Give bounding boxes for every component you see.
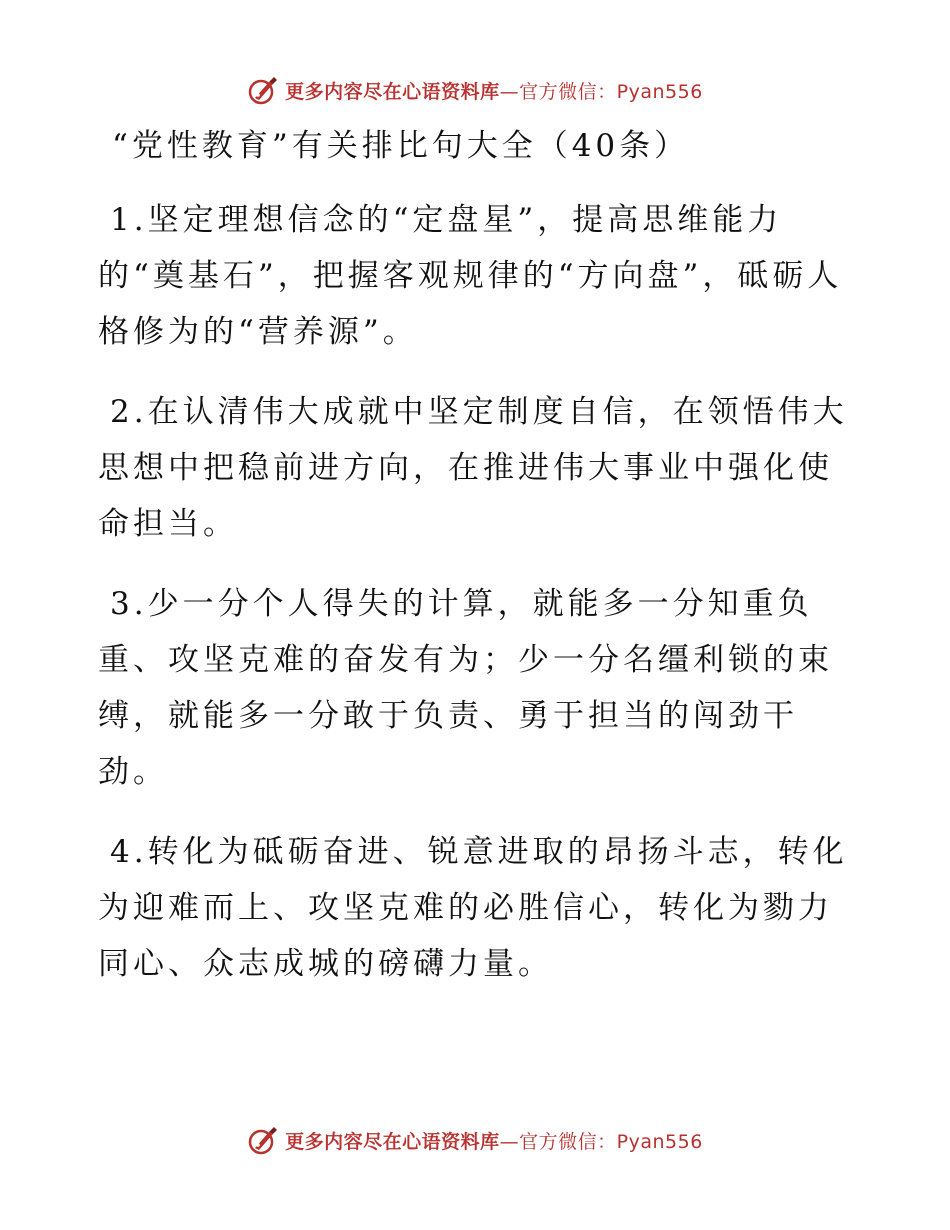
- pen-logo-icon: [247, 74, 279, 106]
- watermark-brand: 更多内容尽在心语资料库: [285, 80, 500, 103]
- paragraph-2: 2.在认清伟大成就中坚定制度自信，在领悟伟大思想中把稳前进方向，在推进伟大事业中强化使命担当。: [98, 394, 848, 542]
- watermark-brand: 更多内容尽在心语资料库: [285, 1130, 500, 1153]
- document-body: [98, 192, 858, 1016]
- watermark-separator: —: [499, 1130, 520, 1153]
- watermark-wechat: 官方微信：Pyan556: [519, 1130, 703, 1153]
- watermark-wechat: 官方微信：Pyan556: [519, 80, 703, 103]
- watermark-separator: —: [499, 80, 520, 103]
- watermark-text: [285, 77, 703, 104]
- document-title: “党性教育”有关排比句大全（40条）: [112, 128, 690, 164]
- paragraph-4: 4.转化为砥砺奋进、锐意进取的昂扬斗志，转化为迎难而上、攻坚克难的必胜信心，转化为勠力同心、众志成城的磅礴力量。: [98, 834, 848, 982]
- paragraph-3: 3.少一分个人得失的计算，就能多一分知重负重、攻坚克难的奋发有为；少一分名缰利锁的束缚，就能多一分敢于负责、勇于担当的闯劲干劲。: [98, 586, 833, 790]
- pen-logo-icon: [247, 1124, 279, 1156]
- paragraph-1: 1.坚定理想信念的“定盘星”，提高思维能力的“奠基石”，把握客观规律的“方向盘”，砥砺人格修为的“营养源”。: [98, 202, 843, 350]
- header-watermark: [0, 70, 950, 110]
- footer-watermark: [0, 1120, 950, 1160]
- watermark-text: [285, 1127, 703, 1154]
